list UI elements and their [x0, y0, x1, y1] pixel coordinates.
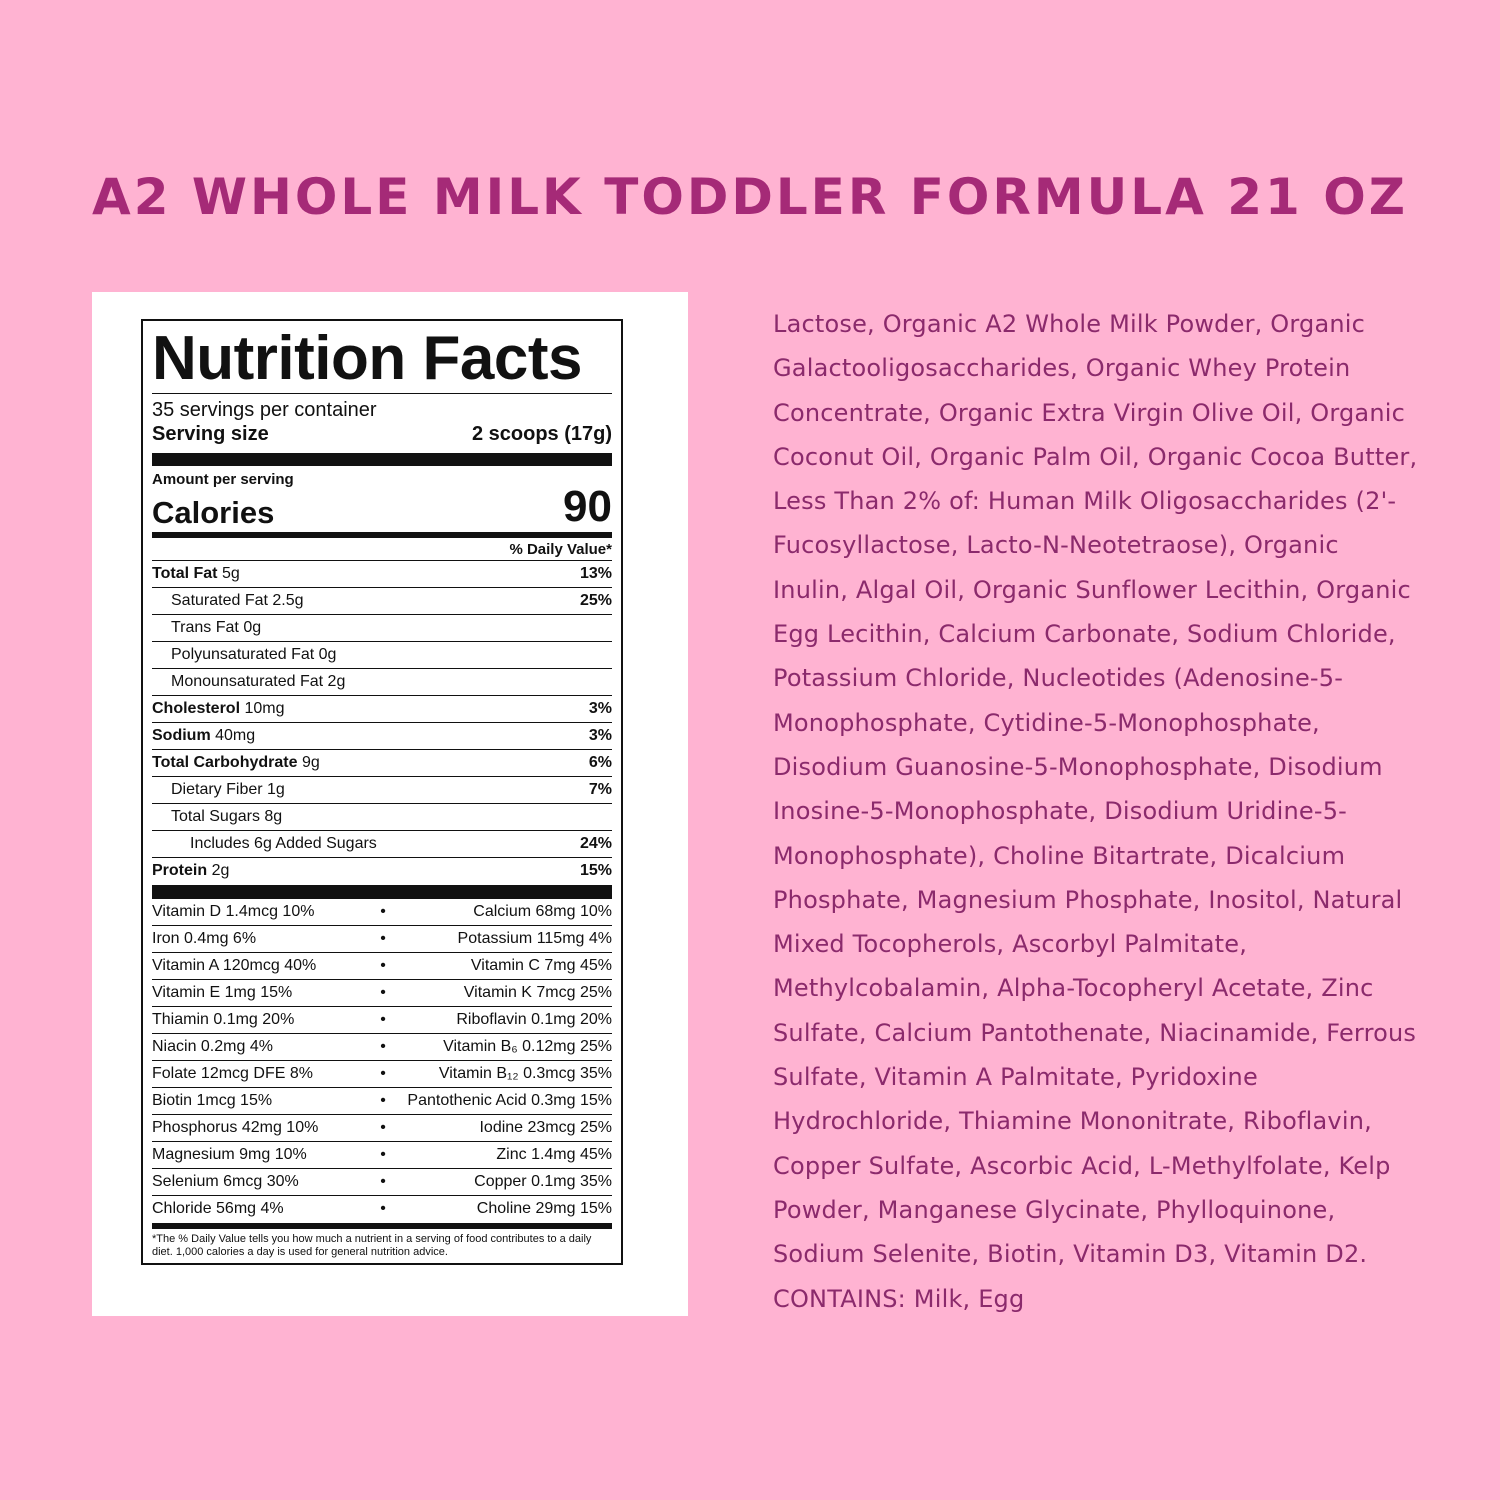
bullet-separator: •: [380, 1065, 386, 1082]
divider: [152, 393, 612, 394]
nutrient-amount: 2.5g: [272, 592, 304, 609]
ingredients-line: Concentrate, Organic Extra Virgin Olive Oil, Organic: [773, 398, 1406, 427]
nutrient-name: [152, 565, 240, 583]
nutrient-name: [152, 835, 377, 853]
ingredients-list: [773, 302, 1473, 1321]
nutrient-amount: 8g: [264, 808, 283, 825]
ingredients-line: Coconut Oil, Organic Palm Oil, Organic Cocoa Butter,: [773, 442, 1418, 471]
nutrient-daily-value: 6%: [588, 754, 612, 771]
vitamin-right: Potassium 115mg 4%: [457, 930, 612, 947]
vitamin-right: Vitamin C 7mg 45%: [470, 957, 612, 974]
vitamin-row: [152, 926, 612, 953]
vitamin-left: Niacin 0.2mg 4%: [152, 1038, 273, 1055]
nutrient-label: Polyunsaturated Fat: [171, 646, 315, 663]
vitamin-right: Riboflavin 0.1mg 20%: [456, 1011, 612, 1028]
page-title: A2 WHOLE MILK TODDLER FORMULA 21 OZ: [92, 168, 1408, 226]
vitamin-right: Iodine 23mcg 25%: [479, 1119, 612, 1136]
nutrient-row: [152, 858, 612, 884]
vitamin-right: Copper 0.1mg 35%: [474, 1173, 612, 1190]
bullet-separator: •: [380, 1038, 386, 1055]
nutrient-name: [152, 646, 336, 664]
nutrient-label: Protein: [152, 862, 208, 879]
ingredients-line: Sulfate, Calcium Pantothenate, Niacinamide, Ferrous: [773, 1018, 1417, 1047]
nutrient-amount: 40mg: [215, 727, 256, 744]
nutrient-label: Total Sugars: [171, 808, 260, 825]
vitamin-left: Vitamin D 1.4mcg 10%: [152, 903, 315, 920]
ingredients-line: CONTAINS: Milk, Egg: [773, 1284, 1025, 1313]
ingredients-line: Less Than 2% of: Human Milk Oligosaccharides (2'-: [773, 487, 1397, 516]
nutrition-facts-label: [141, 319, 623, 1265]
nutrient-name: [152, 673, 345, 691]
ingredients-line: Sodium Selenite, Biotin, Vitamin D3, Vitamin D2.: [773, 1240, 1368, 1269]
nutrient-daily-value: 15%: [579, 862, 612, 879]
bullet-separator: •: [380, 957, 386, 974]
nutrient-row: [152, 750, 612, 777]
nutrient-row: [152, 615, 612, 642]
ingredients-line: Galactooligosaccharides, Organic Whey Protein: [773, 354, 1351, 383]
nutrition-facts-heading: Nutrition Facts: [152, 324, 582, 393]
thick-divider: [152, 453, 612, 466]
vitamin-right: Vitamin B₁₂ 0.3mcg 35%: [438, 1065, 612, 1082]
vitamin-row: [152, 1115, 612, 1142]
vitamin-left: Vitamin E 1mg 15%: [152, 984, 293, 1001]
ingredients-line: Potassium Chloride, Nucleotides (Adenosine-5-: [773, 664, 1344, 693]
servings-per-container: 35 servings per container: [152, 399, 377, 421]
nutrient-label: Trans Fat: [171, 619, 239, 636]
nutrient-daily-value: 3%: [588, 727, 612, 744]
ingredients-line: Hydrochloride, Thiamine Mononitrate, Riboflavin,: [773, 1107, 1372, 1136]
bullet-separator: •: [380, 984, 386, 1001]
serving-size-value: 2 scoops (17g): [471, 423, 612, 445]
bullet-separator: •: [380, 1173, 386, 1190]
bullet-separator: •: [380, 930, 386, 947]
nutrient-row: [152, 804, 612, 831]
ingredients-line: Egg Lecithin, Calcium Carbonate, Sodium Chloride,: [773, 620, 1396, 649]
vitamin-row: [152, 899, 612, 926]
nutrient-amount: 10mg: [244, 700, 285, 717]
nutrient-name: [152, 808, 282, 826]
ingredients-line: Monophosphate), Choline Bitartrate, Dicalcium: [773, 841, 1346, 870]
vitamin-left: Iron 0.4mg 6%: [152, 930, 257, 947]
vitamin-right: Calcium 68mg 10%: [473, 903, 612, 920]
calories-label: Calories: [152, 495, 275, 530]
nutrient-name: [152, 862, 229, 880]
nutrient-row: [152, 696, 612, 723]
nutrient-amount: 0g: [243, 619, 262, 636]
nutrient-row: [152, 561, 612, 588]
nutrient-name: [152, 619, 261, 637]
nutrient-amount: 5g: [221, 565, 240, 582]
daily-value-footnote: *The % Daily Value tells you how much a nutrient in a serving of food contributes to a daily diet. 1,000 calories a day is used for general nutrition advice.: [152, 1233, 592, 1258]
ingredients-line: Methylcobalamin, Alpha-Tocopheryl Acetate, Zinc: [773, 974, 1374, 1003]
ingredients-line: Inulin, Algal Oil, Organic Sunflower Lecithin, Organic: [773, 575, 1411, 604]
thick-divider: [152, 885, 612, 899]
bullet-separator: •: [380, 1119, 386, 1136]
nutrient-name: [152, 781, 285, 799]
vitamin-left: Selenium 6mcg 30%: [152, 1173, 299, 1190]
vitamin-row: [152, 980, 612, 1007]
nutrient-amount: 2g: [211, 862, 230, 879]
calories-value: 90: [563, 482, 612, 531]
vitamin-row: [152, 1088, 612, 1115]
nutrient-label: Total Carbohydrate: [152, 754, 298, 771]
ingredients-line: Sulfate, Vitamin A Palmitate, Pyridoxine: [773, 1063, 1258, 1092]
nutrient-row: [152, 669, 612, 696]
vitamin-row: [152, 1169, 612, 1196]
nutrient-label: Cholesterol: [152, 700, 241, 717]
footer-divider: [152, 1223, 612, 1229]
ingredients-line: Copper Sulfate, Ascorbic Acid, L-Methylfolate, Kelp: [773, 1151, 1391, 1180]
nutrient-label: Sodium: [152, 727, 211, 744]
vitamin-row: [152, 953, 612, 980]
nutrient-name: [152, 592, 304, 610]
daily-value-header: % Daily Value*: [152, 538, 612, 561]
vitamin-row: [152, 1142, 612, 1169]
bullet-separator: •: [380, 1092, 386, 1109]
vitamin-row: [152, 1061, 612, 1088]
ingredients-line: Lactose, Organic A2 Whole Milk Powder, Organic: [773, 310, 1366, 338]
vitamin-row: [152, 1007, 612, 1034]
nutrient-name: [152, 754, 320, 772]
vitamin-left: Folate 12mcg DFE 8%: [152, 1065, 313, 1082]
nutrient-daily-value: 24%: [579, 835, 612, 852]
vitamin-row: [152, 1034, 612, 1061]
vitamin-right: Zinc 1.4mg 45%: [496, 1146, 612, 1163]
serving-size-row: [152, 422, 612, 446]
nutrient-row: [152, 777, 612, 804]
nutrient-daily-value: 7%: [588, 781, 612, 798]
nutrient-label: Total Fat: [152, 565, 218, 582]
vitamin-right: Vitamin K 7mcg 25%: [463, 984, 612, 1001]
bullet-separator: •: [380, 903, 386, 920]
vitamin-list: [152, 899, 612, 1222]
bullet-separator: •: [380, 1146, 386, 1163]
nutrient-row: [152, 831, 612, 858]
vitamin-right: Pantothenic Acid 0.3mg 15%: [407, 1092, 612, 1109]
nutrient-label: Includes 6g Added Sugars: [190, 835, 377, 852]
vitamin-left: Chloride 56mg 4%: [152, 1200, 284, 1217]
nutrient-amount: 2g: [327, 673, 346, 690]
ingredients-line: Fucosyllactose, Lacto-N-Neotetraose), Organic: [773, 531, 1339, 560]
nutrient-daily-value: 3%: [588, 700, 612, 717]
nutrient-daily-value: 25%: [579, 592, 612, 609]
vitamin-left: Thiamin 0.1mg 20%: [152, 1011, 295, 1028]
nutrient-row: [152, 723, 612, 750]
ingredients-line: Powder, Manganese Glycinate, Phylloquinone,: [773, 1195, 1336, 1224]
bullet-separator: •: [380, 1011, 386, 1028]
ingredients-line: Mixed Tocopherols, Ascorbyl Palmitate,: [773, 930, 1248, 959]
nutrient-amount: 1g: [267, 781, 285, 798]
nutrient-amount: 0g: [318, 646, 337, 663]
ingredients-line: Monophosphate, Cytidine-5-Monophosphate,: [773, 708, 1320, 737]
vitamin-left: Magnesium 9mg 10%: [152, 1146, 307, 1163]
nutrient-label: Saturated Fat: [171, 592, 268, 609]
nutrient-list: [152, 561, 612, 884]
nutrient-label: Dietary Fiber: [171, 781, 263, 798]
ingredients-line: Disodium Guanosine-5-Monophosphate, Disodium: [773, 752, 1383, 781]
nutrient-amount: 9g: [301, 754, 320, 771]
vitamin-left: Vitamin A 120mcg 40%: [152, 957, 317, 974]
bullet-separator: •: [380, 1200, 386, 1217]
serving-size-label: Serving size: [152, 423, 269, 445]
vitamin-right: Choline 29mg 15%: [476, 1200, 612, 1217]
nutrition-panel: [92, 292, 688, 1316]
vitamin-row: [152, 1196, 612, 1222]
nutrient-daily-value: 13%: [579, 565, 612, 582]
nutrient-row: [152, 588, 612, 615]
ingredients-line: Phosphate, Magnesium Phosphate, Inositol, Natural: [773, 885, 1403, 914]
vitamin-left: Phosphorus 42mg 10%: [152, 1119, 319, 1136]
nutrient-name: [152, 700, 285, 718]
nutrient-name: [152, 727, 255, 745]
amount-per-serving: Amount per serving: [152, 471, 294, 488]
calories-row: [152, 482, 612, 531]
nutrient-label: Monounsaturated Fat: [171, 673, 324, 690]
ingredients-line: Inosine-5-Monophosphate, Disodium Uridine-5-: [773, 797, 1348, 826]
vitamin-left: Biotin 1mcg 15%: [152, 1092, 273, 1109]
nutrient-row: [152, 642, 612, 669]
vitamin-right: Vitamin B₆ 0.12mg 25%: [443, 1038, 612, 1055]
